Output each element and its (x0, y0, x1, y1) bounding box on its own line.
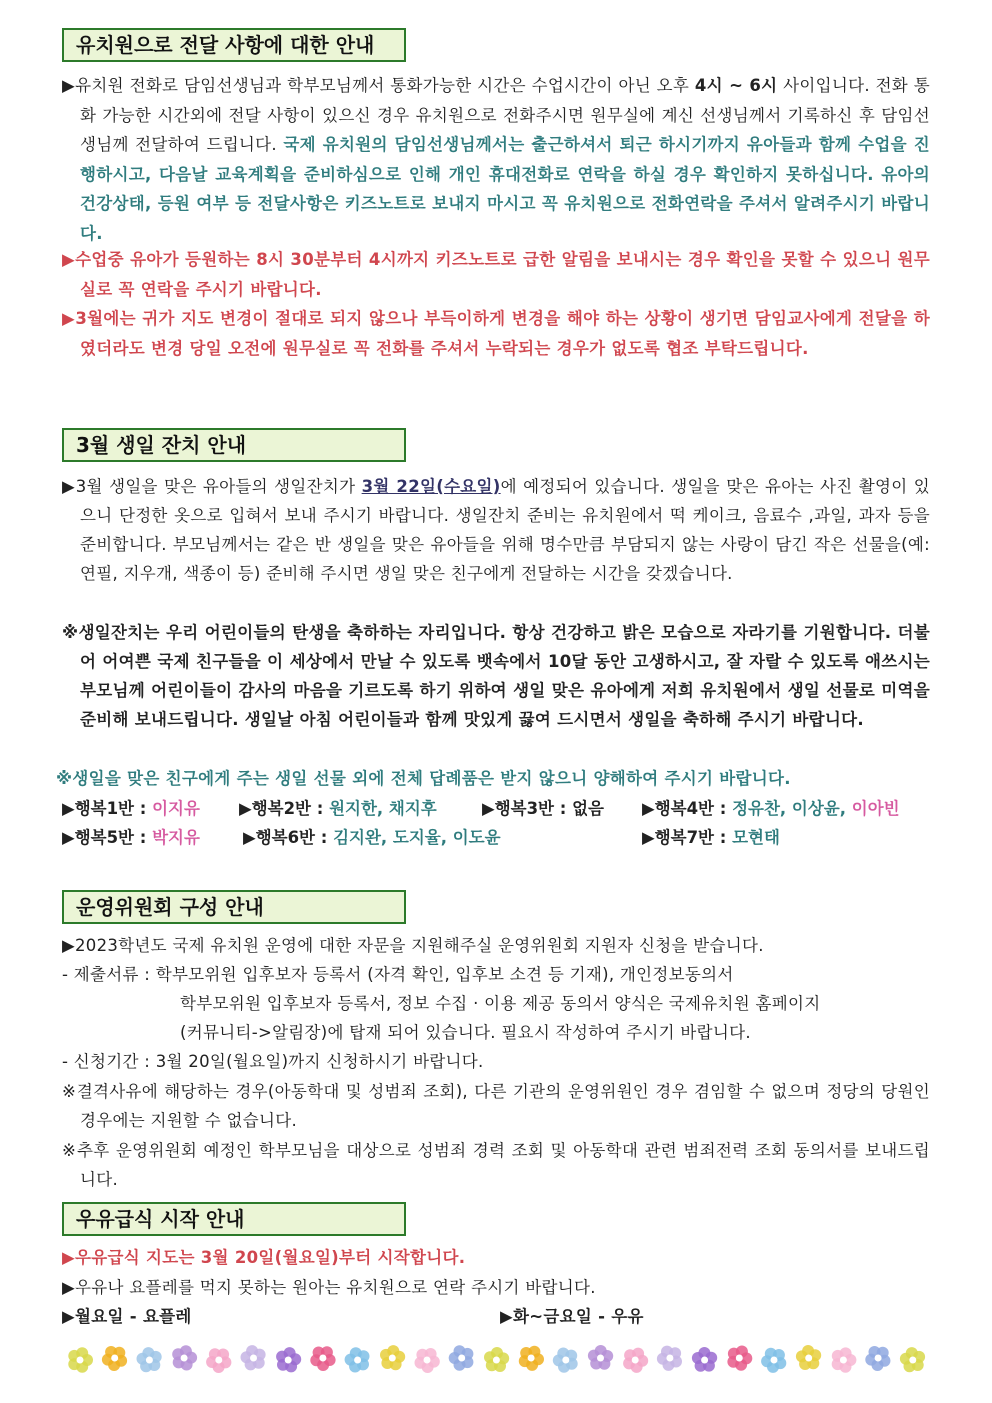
flower-icon (449, 1345, 474, 1370)
flower-icon (172, 1345, 197, 1370)
class-5: ▶행복5반 : 박지유 (62, 828, 200, 847)
flower-icon (832, 1347, 857, 1372)
flower-border (62, 1340, 930, 1380)
ref-marker: ※ (62, 1141, 77, 1160)
class-2: ▶행복2반 : 원지한, 채지후 (239, 799, 437, 818)
call-time: 4시 ~ 6시 (694, 76, 778, 95)
flower-icon (588, 1345, 613, 1370)
bullet-marker: ▶ (62, 250, 76, 269)
flower-icon (310, 1346, 335, 1371)
section-title-birthday: 3월 생일 잔치 안내 (62, 428, 406, 462)
flower-icon (68, 1347, 93, 1372)
section-title-delivery: 유치원으로 전달 사항에 대한 안내 (62, 28, 406, 62)
committee-documents: - 제출서류 : 학부모위원 입후보자 등록서 (자격 확인, 입후보 소견 등 기재), 개인정보동의서 (62, 965, 734, 984)
flower-icon (137, 1347, 162, 1372)
ref-marker: ※ (62, 623, 79, 642)
flower-icon (761, 1348, 786, 1373)
flower-icon (276, 1347, 301, 1372)
flower-icon (484, 1347, 509, 1372)
flower-icon (900, 1347, 925, 1372)
bullet-marker: ▶ (62, 76, 76, 95)
flower-icon (415, 1348, 440, 1373)
committee-background-check: ※추후 운영위원회 예정인 학부모님을 대상으로 성범죄 경력 조회 및 아동학대 관련 범죄전력 조회 동의서를 보내드립니다. (62, 1141, 930, 1189)
delivery-paragraph-1: ▶유치원 전화로 담임선생님과 학부모님께서 통화가능한 시간은 수업시간이 아닌 오후 4시 ~ 6시 사이입니다. 전화 통화 가능한 시간외에 전달 사항이 있으신 경우 유치원으로 전화주시면 원무실에 계신 선생님께서 기록하신 후 담임선생님께 전달하여 드립니다. 국제 유치원의 담임선생님께서는 출근하셔서 퇴근 하시기까지 유아들과 함께 수업을 진행하시고, 다음날 교육계획을 준비하심으로 인해 개인 휴대전화로 연락을 하실 경우 확인하지 못하십니다. 유아의 건강상태, 등원 여부 등 전달사항은 키즈노트로 보내지 마시고 꼭 유치원으로 전화연락을 주셔서 알려주시기 바랍니다. (62, 76, 930, 243)
flower-icon (380, 1345, 405, 1370)
birthday-date: 3월 22일(수요일) (361, 477, 501, 496)
milk-contact: ▶우유나 요플레를 먹지 못하는 원아는 유치원으로 연락 주시기 바랍니다. (62, 1278, 596, 1297)
ref-marker: ※ (56, 769, 73, 788)
flower-icon (206, 1348, 231, 1373)
teacher-notice: 국제 유치원의 담임선생님께서는 출근하셔서 퇴근 하시기까지 유아들과 함께 수업을 진행하시고, 다음날 교육계획을 준비하심으로 인해 개인 휴대전화로 연락을 하실 경우 확인하지 못하십니다. 유아의 건강상태, 등원 여부 등 전달사항은 키즈노트로 보내지 마시고 꼭 유치원으로 전화연락을 주셔서 알려주시기 바랍니다. (80, 135, 930, 243)
class-3: ▶행복3반 : 없음 (482, 799, 604, 818)
delivery-paragraph-3: ▶3월에는 귀가 지도 변경이 절대로 되지 않으나 부득이하게 변경을 해야 하는 상황이 생기면 담임교사에게 전달을 하였더라도 변경 당일 오전에 원무실로 꼭 전화를 주셔서 누락되는 경우가 없도록 협조 부탁드립니다. (62, 309, 930, 358)
class-1: ▶행복1반 : 이지유 (62, 799, 200, 818)
ref-marker: ※ (62, 1082, 77, 1101)
committee-disqualification: ※결격사유에 해당하는 경우(아동학대 및 성범죄 조회), 다른 기관의 운영위원인 경우 겸임할 수 없으며 정당의 당원인 경우에는 지원할 수 없습니다. (62, 1082, 930, 1130)
flower-icon (692, 1347, 717, 1372)
birthday-paragraph-1: ▶3월 생일을 맞은 유아들의 생일잔치가 3월 22일(수요일)에 예정되어 있습니다. 생일을 맞은 유아는 사진 촬영이 있으니 단정한 옷으로 입혀서 보내 주시기 바랍니다. 생일잔치 준비는 유치원에서 떡 케이크, 음료수 ,과일, 과자 등을 준비합니다. 부모님께서는 같은 반 생일을 맞은 유아들을 위해 명수만큼 부담되지 않는 사랑이 담긴 작은 선물을(예: 연필, 지우개, 색종이 등) 준비해 주시면 생일 맞은 친구에게 전달하는 시간을 갖겠습니다. (62, 477, 931, 583)
flower-icon (553, 1348, 578, 1373)
delivery-paragraph-2: ▶수업중 유아가 등원하는 8시 30분부터 4시까지 키즈노트로 급한 알림을 보내시는 경우 확인을 못할 수 있으니 원무실로 꼭 연락을 주시기 바랍니다. (62, 250, 930, 299)
birthday-gift-notice: ※생일을 맞은 친구에게 주는 생일 선물 외에 전체 답례품은 받지 않으니 양해하여 주시기 바랍니다. (56, 769, 791, 788)
milk-start: ▶우유급식 지도는 3월 20일(월요일)부터 시작합니다. (62, 1248, 466, 1267)
bullet-marker: ▶ (62, 309, 76, 328)
flower-icon (623, 1348, 648, 1373)
class-4: ▶행복4반 : 정유찬, 이상윤, 이아빈 (642, 799, 900, 818)
flower-icon (345, 1347, 370, 1372)
committee-documents-3: (커뮤니티->알림장)에 탑재 되어 있습니다. 필요시 작성하여 주시기 바랍니다. (180, 1023, 751, 1042)
committee-documents-2: 학부모위원 입후보자 등록서, 정보 수집 · 이용 제공 동의서 양식은 국제유치원 홈페이지 (180, 994, 821, 1013)
section-title-committee: 운영위원회 구성 안내 (62, 890, 406, 924)
committee-period: - 신청기간 : 3월 20일(월요일)까지 신청하시기 바랍니다. (62, 1052, 484, 1071)
milk-monday: ▶월요일 - 요플레 (62, 1307, 192, 1326)
flower-icon (727, 1346, 752, 1371)
bullet-marker: ▶ (62, 477, 76, 496)
flower-icon (865, 1346, 890, 1371)
committee-line-1: ▶2023학년도 국제 유치원 운영에 대한 자문을 지원해주실 운영위원회 지원자 신청을 받습니다. (62, 936, 764, 955)
flower-icon (241, 1345, 266, 1370)
bullet-marker: ▶ (62, 1248, 75, 1267)
class-7: ▶행복7반 : 모현태 (642, 828, 780, 847)
flower-icon (796, 1345, 821, 1370)
flower-icon (102, 1346, 127, 1371)
section-title-milk: 우유급식 시작 안내 (62, 1202, 406, 1236)
flower-icon (657, 1346, 682, 1371)
flower-icon (519, 1346, 544, 1371)
class-6: ▶행복6반 : 김지완, 도지율, 이도윤 (243, 828, 501, 847)
birthday-paragraph-2: ※생일잔치는 우리 어린이들의 탄생을 축하하는 자리입니다. 항상 건강하고 밝은 모습으로 자라기를 기원합니다. 더불어 어여쁜 국제 친구들을 이 세상에서 만날 수 있도록 뱃속에서 10달 동안 고생하시고, 잘 자랄 수 있도록 애쓰시는 부모님께 어린이들이 감사의 마음을 기르도록 하기 위하여 생일 맞은 유아에게 저희 유치원에서 생일 선물로 미역을 준비해 보내드립니다. 생일날 아침 어린이들과 함께 맛있게 끓여 드시면서 생일을 축하해 주시기 바랍니다. (62, 623, 931, 729)
milk-tue-fri: ▶화~금요일 - 우유 (500, 1307, 644, 1326)
